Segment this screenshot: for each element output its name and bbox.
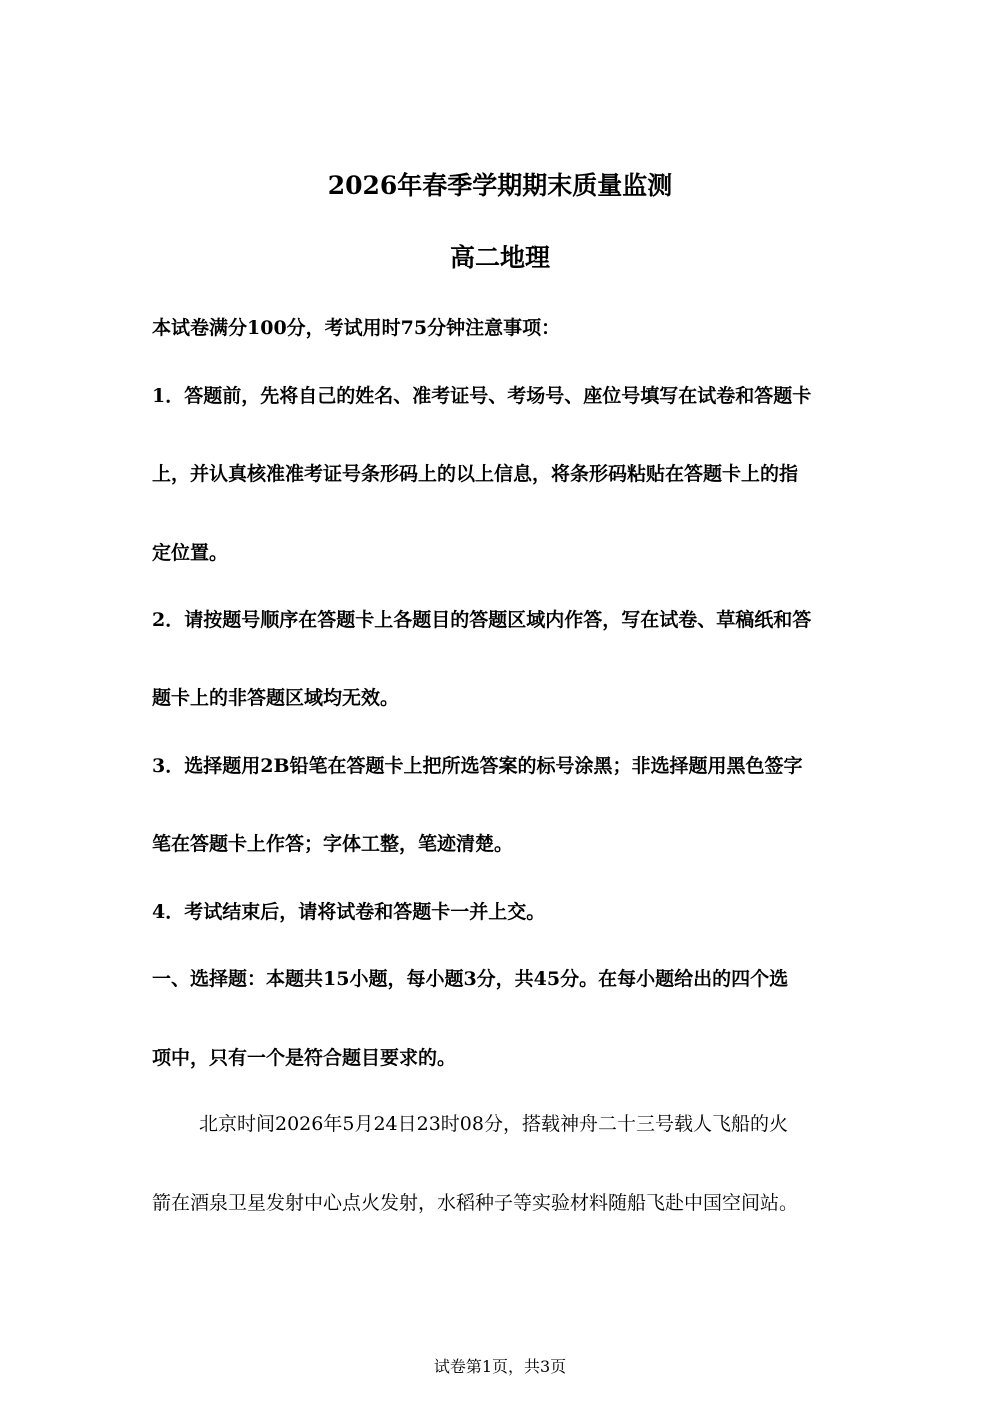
passage-line-1: 北京时间2026年5月24日23时08分，搭载神舟二十三号载人飞船的火 (199, 1113, 788, 1135)
section-heading-line-1: 一、选择题：本题共15小题，每小题3分，共45分。在每小题给出的四个选 (152, 968, 789, 990)
notice-3-line-1: 3．选择题用2B铅笔在答题卡上把所选答案的标号涂黑；非选择题用黑色签字 (152, 755, 803, 777)
notice-3-line-2: 笔在答题卡上作答；字体工整，笔迹清楚。 (152, 833, 514, 855)
notice-2-line-1: 2．请按题号顺序在答题卡上各题目的答题区域内作答，写在试卷、草稿纸和答 (152, 609, 812, 631)
notice-2-line-2: 题卡上的非答题区域均无效。 (152, 687, 400, 709)
page-footer: 试卷第1页，共3页 (433, 1357, 567, 1376)
notice-1-line-3: 定位置。 (152, 542, 229, 564)
notice-4-line-1: 4．考试结束后，请将试卷和答题卡一并上交。 (152, 901, 546, 923)
notice-1-line-2: 上，并认真核准准考证号条形码上的以上信息，将条形码粘贴在答题卡上的指 (152, 463, 799, 485)
section-heading-line-2: 项中，只有一个是符合题目要求的。 (152, 1047, 457, 1069)
notice-intro: 本试卷满分100分，考试用时75分钟注意事项： (152, 317, 561, 339)
subject-title: 高二地理 (449, 243, 550, 272)
passage-line-2: 箭在酒泉卫星发射中心点火发射，水稻种子等实验材料随船飞赴中国空间站。 (152, 1192, 799, 1214)
exam-title: 2026年春季学期期末质量监测 (327, 171, 673, 200)
notice-1-line-1: 1．答题前，先将自己的姓名、准考证号、考场号、座位号填写在试卷和答题卡 (152, 385, 812, 407)
